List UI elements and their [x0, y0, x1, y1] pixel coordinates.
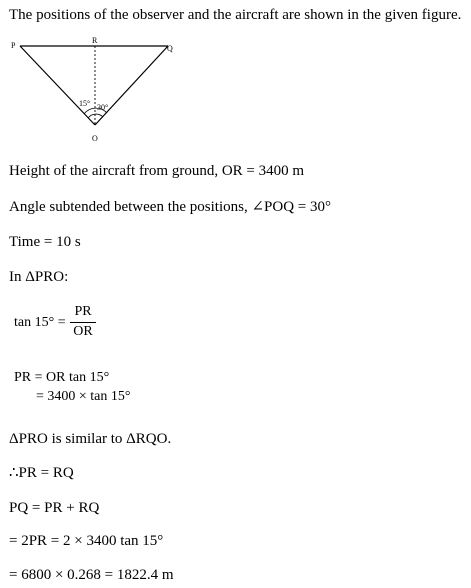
- label-p: P: [11, 41, 16, 50]
- angle-line: Angle subtended between the positions, ∠POQ = 30°: [9, 199, 331, 215]
- label-r: R: [92, 36, 98, 45]
- tan-lhs: tan 15° =: [14, 315, 66, 330]
- label-angle-right: 30°: [97, 103, 109, 112]
- triangle-line: In ΔPRO:: [9, 269, 69, 285]
- pq-line-3: = 6800 × 0.268 = 1822.4 m: [9, 567, 174, 583]
- intro-text: The positions of the observer and the aircraft are shown in the given figure.: [9, 7, 462, 23]
- fraction-bar: [70, 322, 96, 323]
- tan-denominator: OR: [73, 324, 93, 339]
- label-q: Q: [167, 44, 173, 53]
- pq-line-2: = 2PR = 2 × 3400 tan 15°: [9, 533, 164, 549]
- similar-line: ΔPRO is similar to ΔRQO.: [9, 431, 172, 447]
- height-line: Height of the aircraft from ground, OR = 3400 m: [9, 163, 305, 179]
- pr-line-1: PR = OR tan 15°: [14, 370, 110, 385]
- tan-numerator: PR: [74, 304, 92, 319]
- label-o: O: [92, 134, 98, 143]
- pr-line-2: = 3400 × tan 15°: [36, 389, 131, 404]
- line-qo: [95, 46, 168, 125]
- time-line: Time = 10 s: [9, 234, 81, 250]
- label-angle-left: 15°: [79, 99, 91, 108]
- observer-aircraft-figure: [0, 34, 200, 154]
- therefore-line: ∴PR = RQ: [9, 465, 74, 481]
- pq-line: PQ = PR + RQ: [9, 500, 100, 516]
- angle-arc-inner: [88, 114, 103, 118]
- line-po: [20, 46, 95, 125]
